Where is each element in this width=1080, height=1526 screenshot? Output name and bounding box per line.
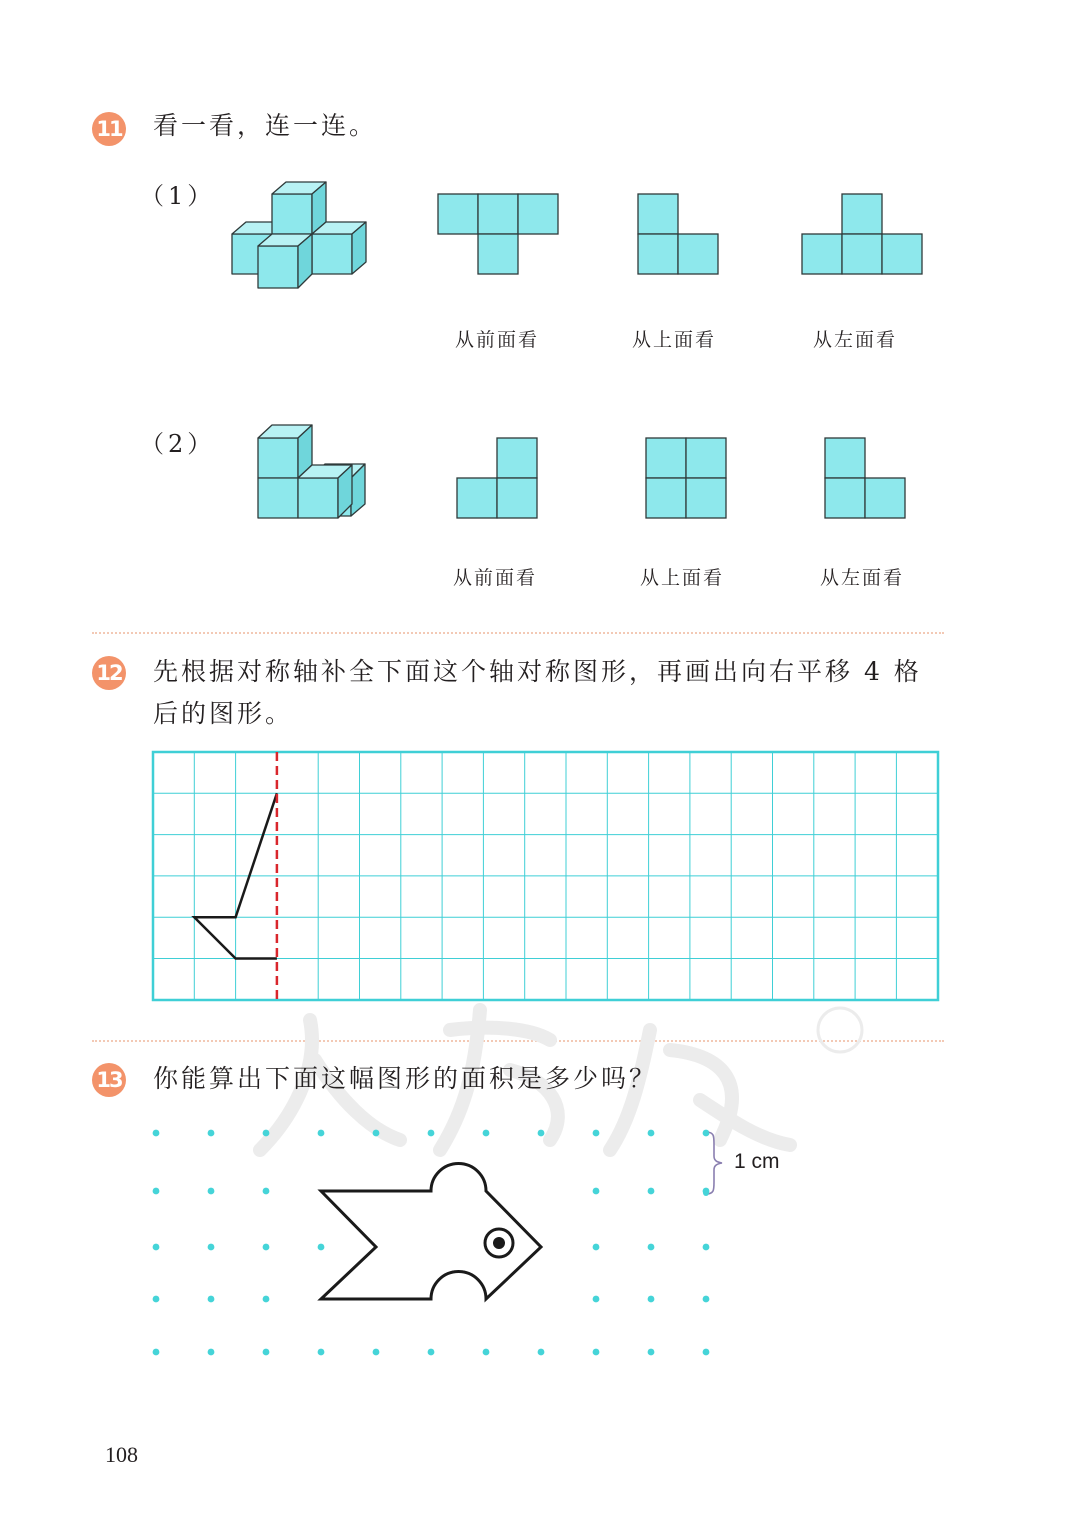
question-prompt-line1: 先根据对称轴补全下面这个轴对称图形，再画出向右平移 4 格 [153, 657, 922, 686]
cube-solid-figure-2 [257, 424, 377, 524]
cube-solid-figure-1 [228, 178, 378, 298]
page-number: 108 [105, 1442, 138, 1467]
view-inverted-t-shape [801, 193, 925, 277]
section-divider [92, 632, 944, 634]
view-square-shape [645, 437, 729, 521]
square-grid-with-half-figure [151, 750, 941, 1002]
view-reverse-l-shape [456, 437, 540, 521]
question-number-badge: 11 [92, 112, 126, 146]
view-label-left: 从左面看 [813, 329, 898, 351]
question-prompt: 你能算出下面这幅图形的面积是多少吗？ [153, 1064, 658, 1093]
dot-grid-with-mouse-figure [150, 1127, 730, 1367]
unit-label: 1 cm [734, 1150, 780, 1173]
view-l-shape [824, 437, 908, 521]
question-prompt: 看一看，连一连。 [153, 111, 378, 140]
view-label-front: 从前面看 [455, 329, 540, 351]
view-label-left: 从左面看 [820, 567, 905, 589]
question-number-badge: 13 [92, 1063, 126, 1097]
part-label: （2） [140, 430, 216, 458]
part-label: （1） [140, 182, 216, 210]
view-label-front: 从前面看 [453, 567, 538, 589]
question-prompt-line2: 后的图形。 [153, 699, 294, 728]
view-label-top: 从上面看 [640, 567, 725, 589]
view-label-top: 从上面看 [632, 329, 717, 351]
view-l-shape [637, 193, 721, 277]
eye-pupil-icon [493, 1237, 505, 1249]
question-number-badge: 12 [92, 656, 126, 690]
unit-bracket-icon [702, 1130, 732, 1196]
view-t-shape [437, 193, 561, 277]
